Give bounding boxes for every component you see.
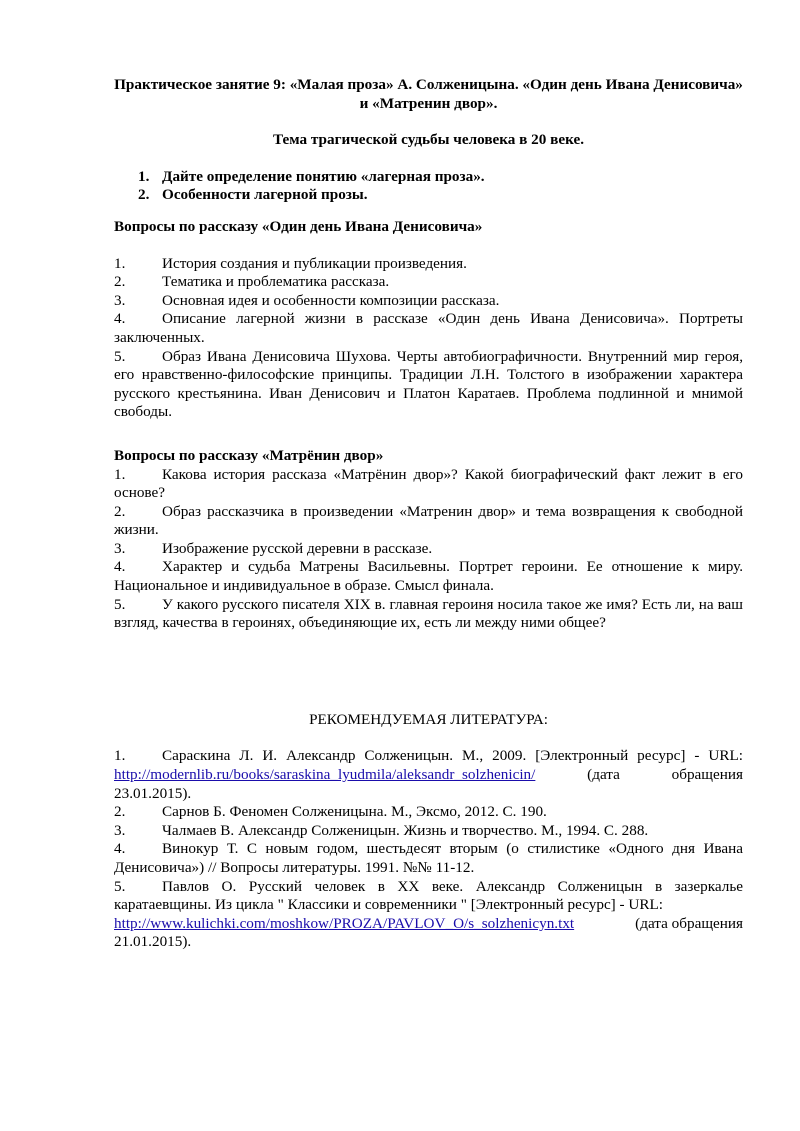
question-item (114, 273, 743, 292)
question-item (114, 310, 743, 347)
references-list (114, 747, 743, 952)
reference-item (114, 803, 743, 822)
reference-access-label: обращения (671, 766, 743, 784)
question-number: 1. (114, 465, 126, 483)
question-text: История создания и публикации произведения. (162, 254, 467, 272)
reference-link[interactable]: http://modernlib.ru/books/saraskina_lyudmila/aleksandr_solzhenicin/ (114, 766, 536, 784)
question-number: 5. (114, 347, 126, 365)
reference-link[interactable]: http://www.kulichki.com/moshkow/PROZA/PAVLOV_O/s_solzhenicyn.txt (114, 914, 575, 932)
reference-item (114, 747, 743, 803)
question-number: 4. (114, 558, 126, 576)
reference-line (114, 766, 743, 785)
reference-item (114, 878, 743, 952)
reference-text: Чалмаев В. Александр Солженицын. Жизнь и творчество. М., 1994. С. 288. (162, 821, 649, 839)
task-item (114, 186, 743, 205)
section-heading-matrenin-dvor: Вопросы по рассказу «Матрёнин двор» (114, 446, 384, 464)
question-item (114, 466, 743, 503)
question-text: Описание лагерной жизни в рассказе «Один день Ивана Денисовича». Портреты заключенных. (114, 310, 743, 346)
task-text: Дайте определение понятию «лагерная проза». (162, 167, 485, 185)
reference-access-label: (дата (587, 766, 620, 784)
question-text: Основная идея и особенности композиции рассказа. (162, 291, 500, 309)
task-number: 1. (138, 167, 150, 185)
question-number: 3. (114, 539, 126, 557)
reference-date: 23.01.2015). (114, 784, 192, 802)
section-heading-ivan-denisovich: Вопросы по рассказу «Один день Ивана Денисовича» (114, 217, 483, 235)
reference-text: Сараскина Л. И. Александр Солженицын. М., 2009. [Электронный ресурс] - URL: (162, 747, 743, 765)
question-text: Образ рассказчика в произведении «Матренин двор» и тема возвращения к свободной жизни. (114, 502, 743, 539)
question-list-ivan-denisovich (114, 255, 743, 422)
question-item (114, 255, 743, 274)
reference-number: 1. (114, 747, 126, 765)
reference-number: 2. (114, 803, 126, 821)
question-text: Характер и судьба Матрены Васильевны. Портрет героини. Ее отношение к миру. Национальное и индивидуальное в образе. Смысл финала. (114, 558, 743, 595)
reference-number: 4. (114, 840, 126, 858)
question-text: У какого русского писателя XIX в. главная героиня носила такое же имя? Есть ли, на ваш взгляд, качества в героинях, объединяющие их, есть ли между ними общее? (114, 595, 743, 632)
question-item (114, 503, 743, 540)
question-item (114, 596, 743, 633)
question-text: Какова история рассказа «Матрёнин двор»? Какой биографический факт лежит в его основе? (114, 465, 743, 502)
question-number: 4. (114, 310, 126, 328)
question-item (114, 540, 743, 559)
document-title: Практическое занятие 9: «Малая проза» А. Солженицына. «Один день Ивана Денисовича» и «Матренин двор». (114, 76, 743, 112)
question-number: 3. (114, 291, 126, 309)
document-page (114, 76, 743, 952)
question-item (114, 292, 743, 311)
question-item (114, 348, 743, 422)
task-text: Особенности лагерной прозы. (162, 186, 368, 204)
task-list (114, 168, 743, 205)
reference-line (114, 915, 743, 934)
question-number: 1. (114, 254, 126, 272)
reference-text: Сарнов Б. Феномен Солженицына. М., Эксмо, 2012. С. 190. (162, 803, 547, 821)
question-text: Образ Ивана Денисовича Шухова. Черты автобиографичности. Внутренний мир героя, его нравственно-философские принципы. Традиции Л.Н. Толстого в изображении характера русского крестьянина. Иван Денисович и Платон Каратаев. Проблема подлинной и мнимой свободы. (114, 347, 743, 421)
reference-date: 21.01.2015). (114, 933, 192, 951)
reference-number: 5. (114, 877, 126, 895)
reference-line (114, 747, 743, 766)
question-list-matrenin-dvor (114, 466, 743, 633)
question-text: Изображение русской деревни в рассказе. (162, 539, 433, 557)
question-number: 2. (114, 273, 126, 291)
question-number: 2. (114, 502, 126, 520)
reference-item (114, 840, 743, 877)
reference-item (114, 822, 743, 841)
reference-access-label: (дата обращения (635, 914, 743, 932)
reference-text: Винокур Т. С новым годом, шестьдесят вторым (о стилистике «Одного дня Ивана Денисовича») // Вопросы литературы. 1991. №№ 11-12. (114, 840, 743, 876)
question-text: Тематика и проблематика рассказа. (162, 273, 390, 291)
document-subtitle: Тема трагической судьбы человека в 20 веке. (272, 131, 585, 149)
question-item (114, 558, 743, 595)
references-heading: РЕКОМЕНДУЕМАЯ ЛИТЕРАТУРА: (309, 710, 548, 728)
question-number: 5. (114, 595, 126, 613)
task-number: 2. (138, 186, 150, 204)
reference-number: 3. (114, 821, 126, 839)
task-item (114, 168, 743, 187)
reference-text: Павлов О. Русский человек в ХХ веке. Александр Солженицын в зазеркалье каратаевщины. Из цикла " Классики и современники " [Электронный ресурс] - URL: (114, 877, 743, 914)
